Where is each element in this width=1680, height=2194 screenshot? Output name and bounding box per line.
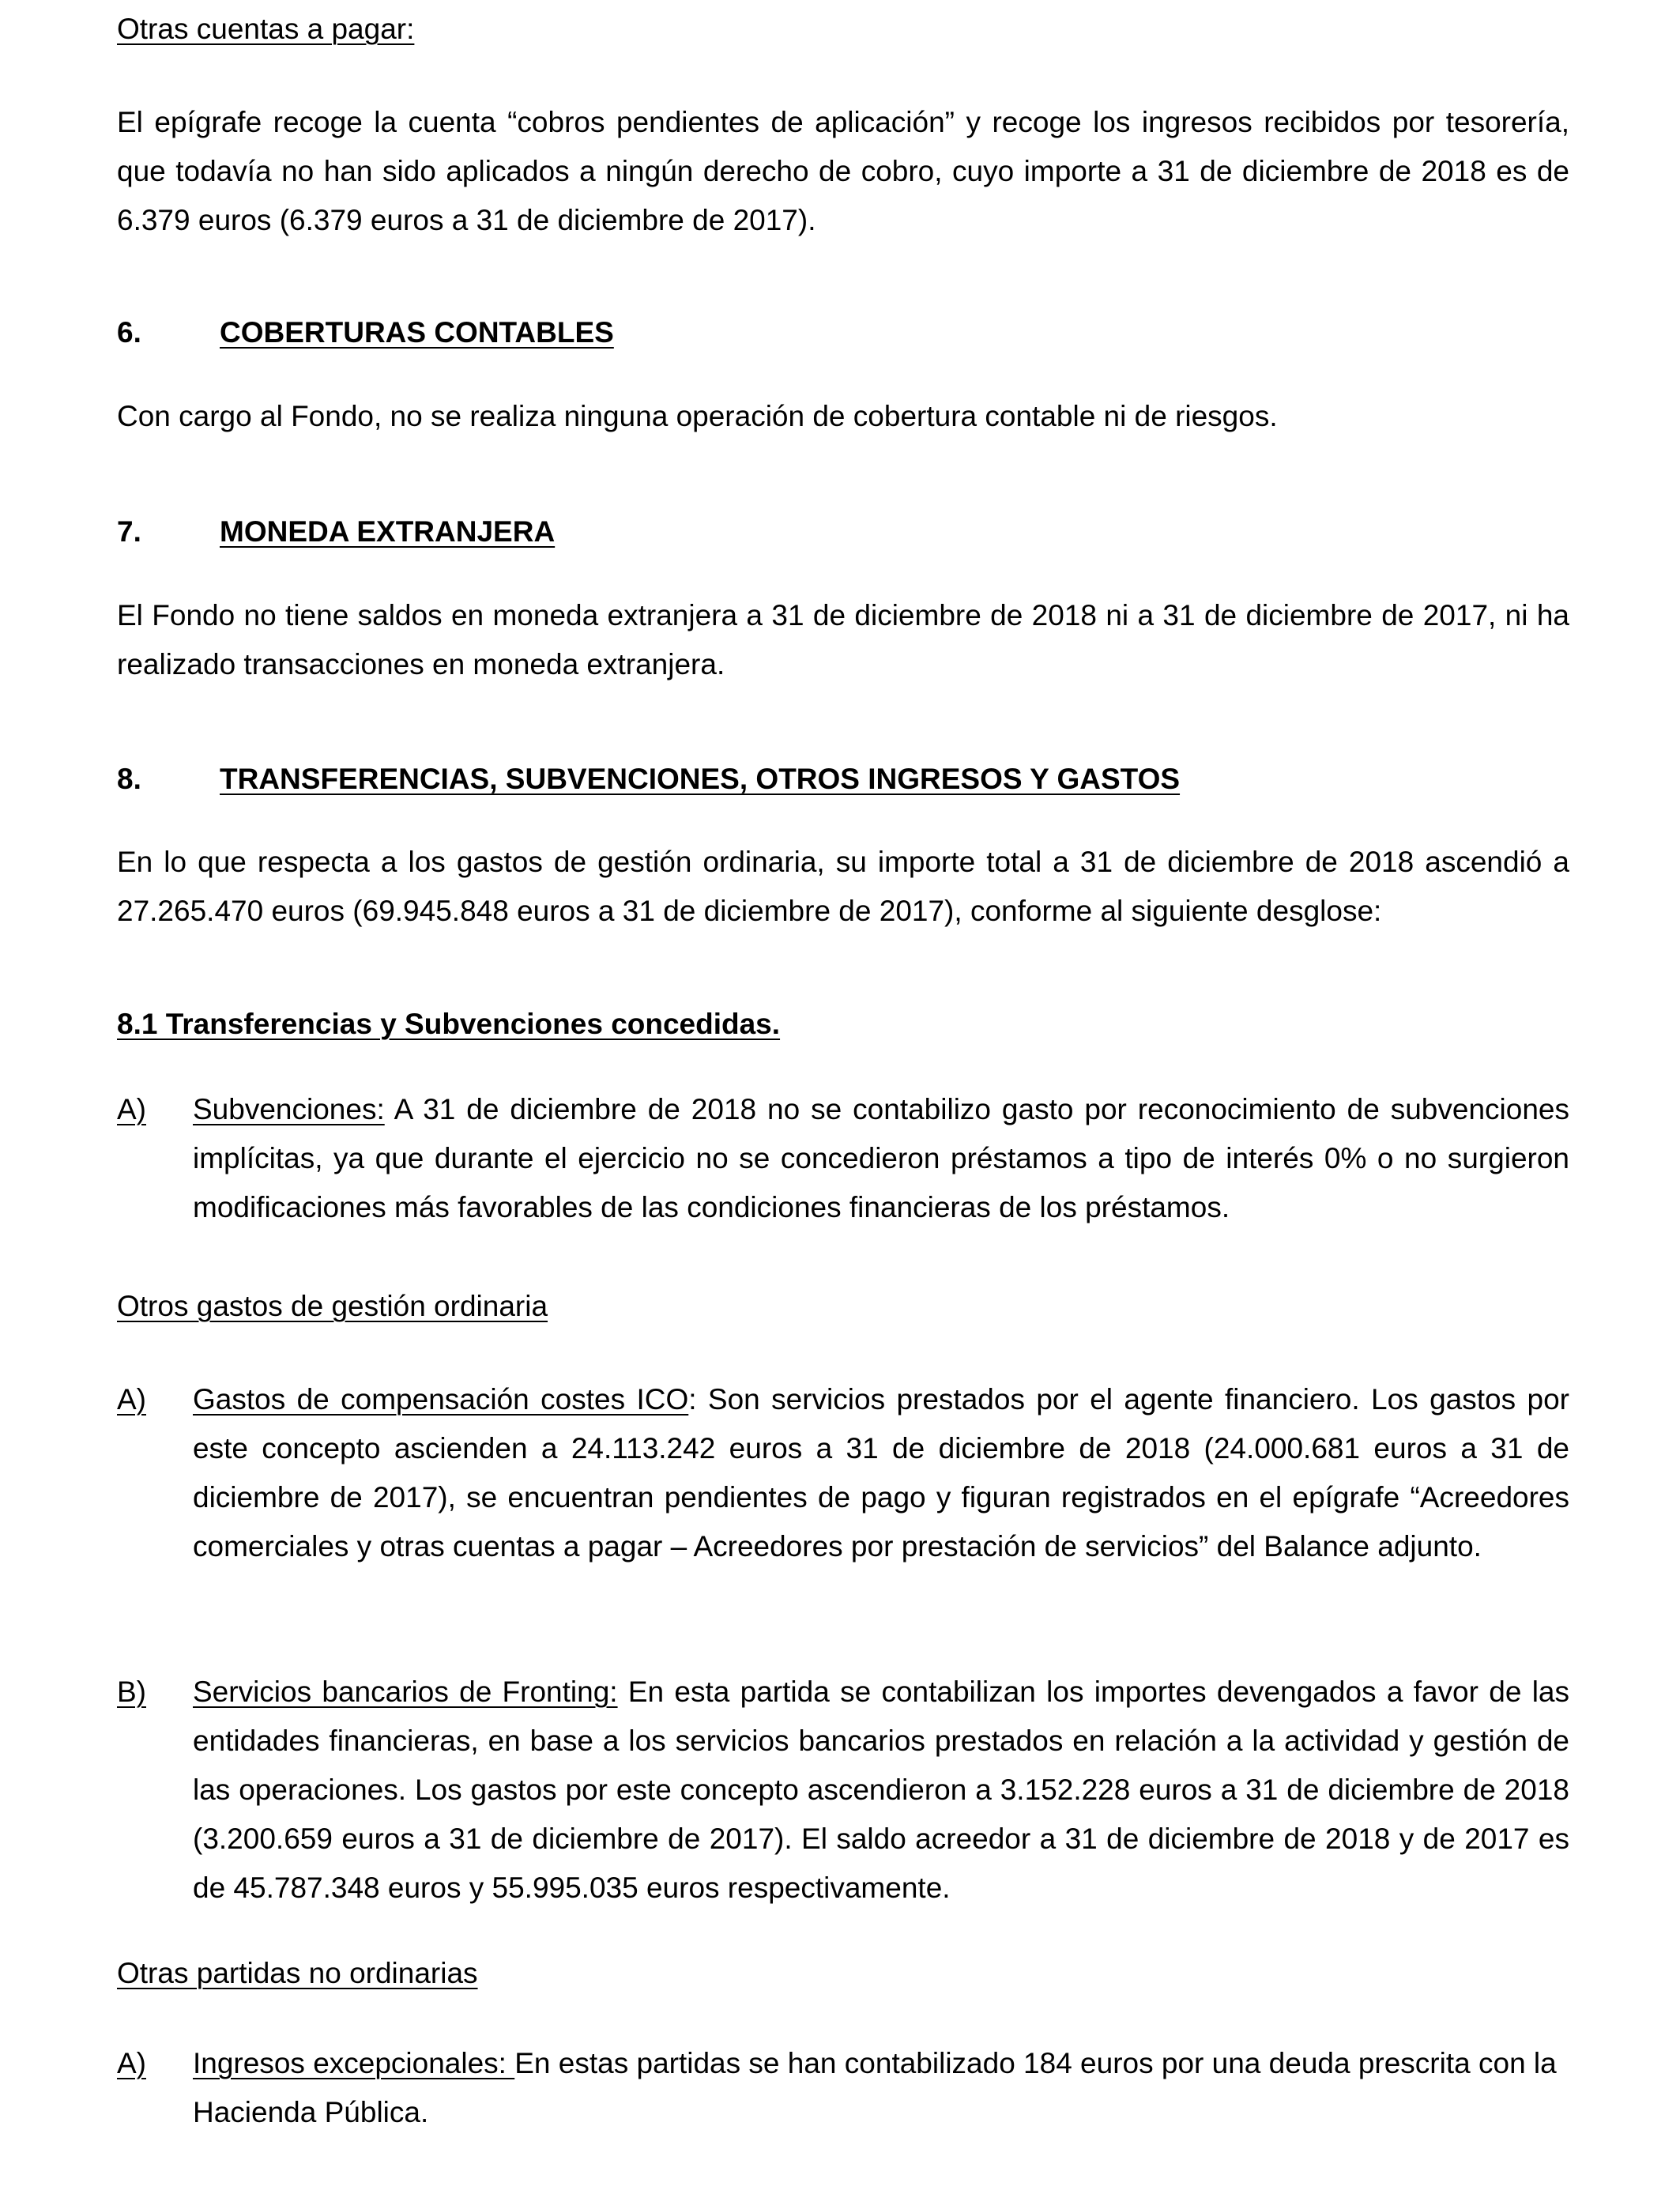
section-8-heading bbox=[117, 755, 1569, 804]
list-letter: A) bbox=[117, 1383, 146, 1416]
section-number: 6. bbox=[117, 316, 141, 349]
otras-cuentas-heading: Otras cuentas a pagar: bbox=[117, 13, 415, 45]
otras-partidas-heading: Otras partidas no ordinarias bbox=[117, 1957, 478, 1989]
list-item bbox=[117, 1668, 1569, 1913]
section-8-paragraph: En lo que respecta a los gastos de gestión ordinaria, su importe total a 31 de diciembre de 2018 ascendió a 27.265.470 euros (69.945.848 euros a 31 de diciembre de 2017), conforme al siguiente desglose: bbox=[117, 846, 1569, 927]
list-body bbox=[193, 1085, 1569, 1232]
list-text: : Son servicios prestados por el agente financiero. Los gastos por este concepto ascienden a 24.113.242 euros a 31 de diciembre de 2018 (24.000.681 euros a 31 de diciembre de 2017), se encuentran pendientes de pago y figuran registrados en el epígrafe “Acreedores comerciales y otras cuentas a pagar – Acreedores por prestación de servicios” del Balance adjunto. bbox=[193, 1383, 1569, 1563]
section-title: COBERTURAS CONTABLES bbox=[220, 316, 614, 349]
section-6-paragraph: Con cargo al Fondo, no se realiza ninguna operación de cobertura contable ni de riesgos. bbox=[117, 400, 1278, 432]
section-title: TRANSFERENCIAS, SUBVENCIONES, OTROS INGRESOS Y GASTOS bbox=[220, 763, 1181, 795]
list-body bbox=[193, 2039, 1569, 2137]
list-label: Servicios bancarios de Fronting: bbox=[193, 1676, 618, 1708]
list-item bbox=[117, 1375, 1569, 1571]
list-letter: B) bbox=[117, 1676, 146, 1708]
list-text: En esta partida se contabilizan los importes devengados a favor de las entidades financieras, en base a los servicios bancarios prestados en relación a la actividad y gestión de las operaciones. Los gastos por este concepto ascendieron a 3.152.228 euros a 31 de diciembre de 2018 (3.200.659 euros a 31 de diciembre de 2017). El saldo acreedor a 31 de diciembre de 2018 y de 2017 es de 45.787.348 euros y 55.995.035 euros respectivamente. bbox=[193, 1676, 1569, 1904]
list-label: Subvenciones: bbox=[193, 1093, 385, 1125]
section-title: MONEDA EXTRANJERA bbox=[220, 515, 556, 548]
section-number: 7. bbox=[117, 515, 141, 548]
section-8-1-heading: 8.1 Transferencias y Subvenciones concedidas. bbox=[117, 1008, 781, 1040]
section-7-paragraph: El Fondo no tiene saldos en moneda extranjera a 31 de diciembre de 2018 ni a 31 de diciembre de 2017, ni ha realizado transacciones en moneda extranjera. bbox=[117, 599, 1569, 680]
list-body bbox=[193, 1668, 1569, 1913]
section-number: 8. bbox=[117, 763, 141, 795]
section-7-heading bbox=[117, 507, 1569, 556]
list-item bbox=[117, 2039, 1569, 2137]
list-text: En estas partidas se han contabilizado 184 euros por una deuda prescrita con la Hacienda Pública. bbox=[193, 2047, 1557, 2128]
list-label: Ingresos excepcionales: bbox=[193, 2047, 515, 2079]
list-letter: A) bbox=[117, 2047, 146, 2079]
otras-cuentas-paragraph: El epígrafe recoge la cuenta “cobros pendientes de aplicación” y recoge los ingresos recibidos por tesorería, que todavía no han sido aplicados a ningún derecho de cobro, cuyo importe a 31 de diciembre de 2018 es de 6.379 euros (6.379 euros a 31 de diciembre de 2017). bbox=[117, 106, 1569, 236]
section-6-heading bbox=[117, 308, 1569, 357]
list-body bbox=[193, 1375, 1569, 1571]
list-item bbox=[117, 1085, 1569, 1232]
otros-gastos-heading: Otros gastos de gestión ordinaria bbox=[117, 1290, 548, 1322]
list-label: Gastos de compensación costes ICO bbox=[193, 1383, 689, 1416]
list-letter: A) bbox=[117, 1093, 146, 1125]
list-text: A 31 de diciembre de 2018 no se contabilizo gasto por reconocimiento de subvenciones implícitas, ya que durante el ejercicio no se concedieron préstamos a tipo de interés 0% o no surgieron modificaciones más favorables de las condiciones financieras de los préstamos. bbox=[193, 1093, 1569, 1223]
